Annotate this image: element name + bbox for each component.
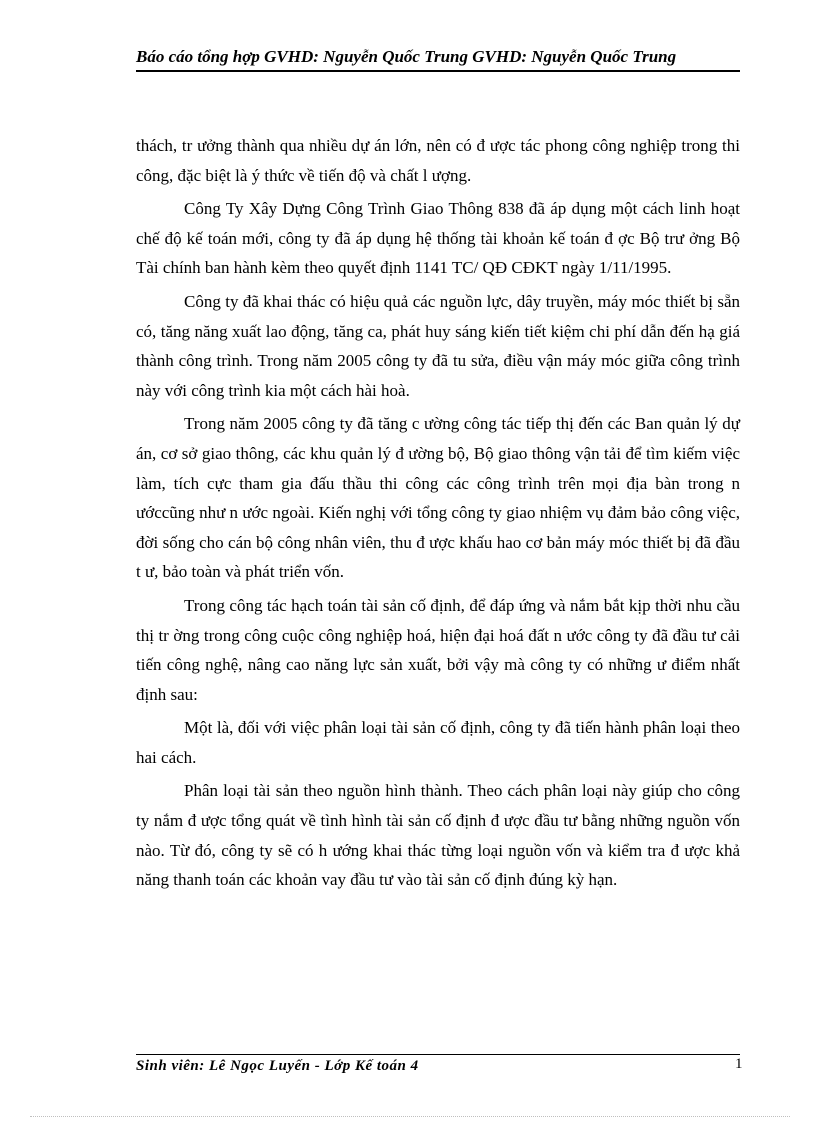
paragraph: Trong công tác hạch toán tài sản cố định, để đáp ứng và nắm bắt kịp thời nhu cầu thị tr ờng trong công cuộc công nghiệp hoá, hiện đại hoá đất n ước công ty đã đầu tư cải tiến công nghệ, nâng cao năng lực sản xuất, bởi vậy mà công ty có những ư điểm nhất định sau: — [136, 595, 740, 704]
paragraph-continued: thách, tr ưởng thành qua nhiều dự án lớn, nên có đ ược tác phong công nghiệp trong thi công, đặc biệt là ý thức về tiến độ và chất l ượng. — [136, 136, 740, 185]
page-bottom-border — [30, 1116, 790, 1117]
footer-student: Sinh viên: Lê Ngọc Luyến - Lớp Kế toán 4 — [136, 1058, 419, 1074]
page-number: 1 — [735, 1056, 743, 1072]
paragraph: Công Ty Xây Dựng Công Trình Giao Thông 838 đã áp dụng một cách linh hoạt chế độ kế toán mới, công ty đã áp dụng hệ thống tài khoản kế toán đ ợc Bộ trư ởng Bộ Tài chính ban hành kèm theo quyết định 1141 TC/ QĐ CĐKT ngày 1/11/1995. — [136, 199, 740, 278]
paragraph: Phân loại tài sản theo nguồn hình thành. Theo cách phân loại này giúp cho công ty nắm đ ược tổng quát về tình hình tài sản cố định đ ược đầu tư bằng những nguồn vốn nào. Từ đó, công ty sẽ có h ướng khai thác từng loại nguồn vốn và kiểm tra đ ược khả năng thanh toán các khoản vay đầu tư vào tài sản cố định đúng kỳ hạn. — [136, 781, 740, 890]
document-body — [136, 131, 740, 899]
paragraph: Công ty đã khai thác có hiệu quả các nguồn lực, dây truyền, máy móc thiết bị sẵn có, tăng năng xuất lao động, tăng ca, phát huy sáng kiến tiết kiệm chi phí dẫn đến hạ giá thành công trình. Trong năm 2005 công ty đã tu sửa, điều vận máy móc giữa công trình này với công trình kia một cách hài hoà. — [136, 291, 740, 400]
page-header — [136, 46, 740, 72]
paragraph: Trong năm 2005 công ty đã tăng c ường công tác tiếp thị đến các Ban quản lý dự án, cơ sở giao thông, các khu quản lý đ ường bộ, Bộ giao thông vận tải để tìm kiếm việc làm, tích cực tham gia đấu thầu thi công các công trình trên mọi địa bàn trong n ướccũng như n ước ngoài. Kiến nghị với tổng công ty giao nhiệm vụ đảm bảo công việc, đời sống cho cán bộ công nhân viên, thu đ ược khấu hao cơ bản máy móc thiết bị đã đầu t ư, bảo toàn và phát triển vốn. — [136, 414, 740, 582]
header-title: Báo cáo tổng hợp GVHD: Nguyễn Quốc Trung GVHD: Nguyễn Quốc Trung — [136, 47, 677, 66]
footer-divider — [136, 1054, 740, 1055]
paragraph: Một là, đối với việc phân loại tài sản cố định, công ty đã tiến hành phân loại theo hai cách. — [136, 718, 740, 767]
